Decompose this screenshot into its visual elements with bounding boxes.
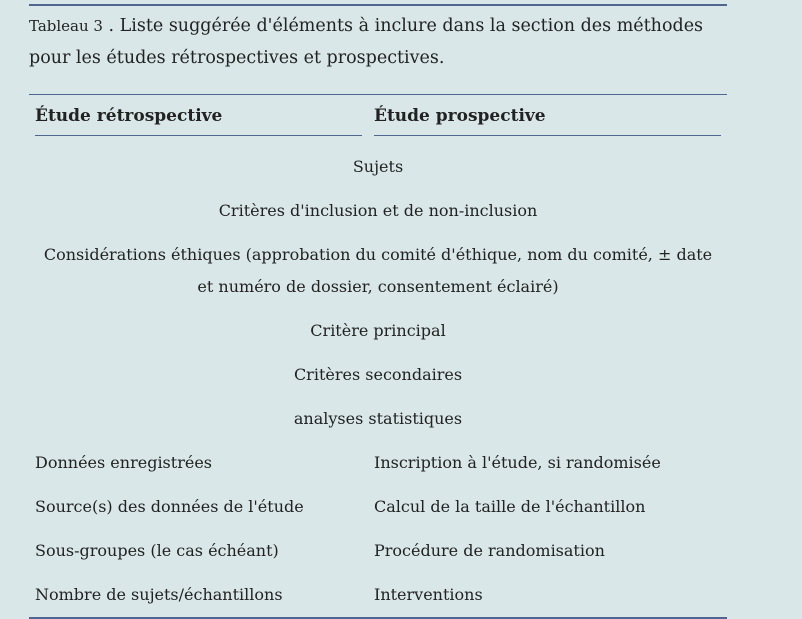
caption-text: . Liste suggérée d'éléments à inclure dans la section des méthodes pour les études rétrospectives et prospectives.: [29, 16, 704, 68]
header-retrospective: Étude rétrospective: [29, 95, 368, 145]
table-row: [29, 441, 727, 485]
cell-prosp: Inscription à l'étude, si randomisée: [374, 453, 661, 472]
row-criteres-secondaires: Critères secondaires: [293, 365, 463, 384]
table-container: [29, 4, 727, 619]
methods-table: [29, 95, 727, 617]
table-row: [29, 529, 727, 573]
table-row: [29, 397, 727, 441]
cell-prosp: Procédure de randomisation: [374, 541, 605, 560]
cell-retro: Nombre de sujets/échantillons: [35, 585, 283, 604]
cell-prosp: Calcul de la taille de l'échantillon: [374, 497, 646, 516]
header-prospective: Étude prospective: [368, 95, 727, 145]
table-row: [29, 309, 727, 353]
row-sujets: Sujets: [352, 157, 404, 176]
cell-retro: Données enregistrées: [35, 453, 212, 472]
row-critere-principal: Critère principal: [310, 321, 446, 340]
top-rule: [29, 4, 727, 6]
header-row: [29, 95, 727, 145]
table-row: [29, 189, 727, 233]
table-caption: [29, 10, 727, 74]
table-row: [29, 353, 727, 397]
table-row: [29, 573, 727, 617]
cell-retro: Sous-groupes (le cas échéant): [35, 541, 279, 560]
cell-prosp: Interventions: [374, 585, 483, 604]
table-row: [29, 485, 727, 529]
caption-label: Tableau 3: [29, 17, 103, 35]
cell-retro: Source(s) des données de l'étude: [35, 497, 304, 516]
row-considerations-ethiques: Considérations éthiques (approbation du comité d'éthique, nom du comité, ± date et numéro de dossier, consentement éclairé): [43, 245, 713, 296]
table-row: [29, 233, 727, 309]
row-analyses-statistiques: analyses statistiques: [293, 409, 463, 428]
table-row: [29, 145, 727, 189]
row-criteres-inclusion: Critères d'inclusion et de non-inclusion: [218, 201, 538, 220]
